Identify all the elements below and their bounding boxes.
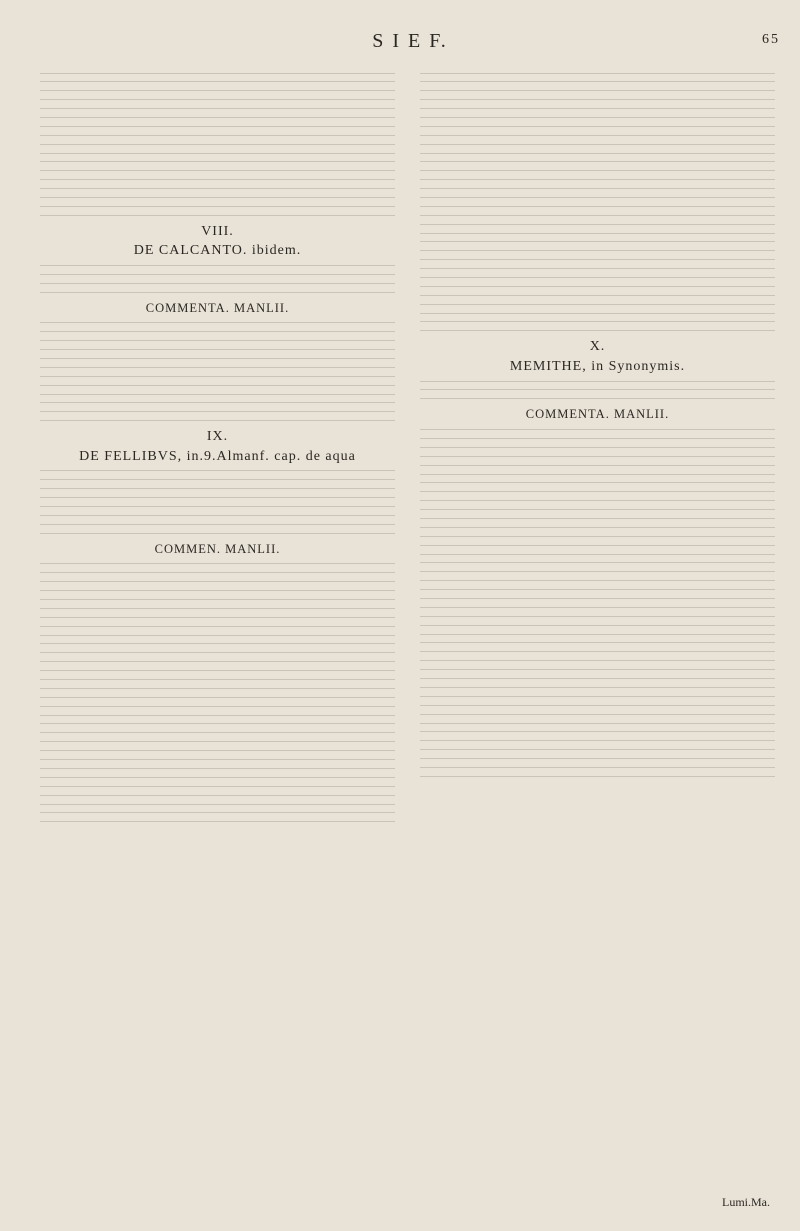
catchword: Lumi.Ma. [722, 1195, 770, 1209]
section-number: IX. [206, 429, 229, 445]
running-title: S I E F. [372, 30, 448, 52]
untranscribed-text-block [40, 73, 395, 216]
commentary-heading: COMMENTA. MANLII. [145, 300, 290, 315]
section-number: X. [589, 339, 606, 355]
untranscribed-text-block [420, 381, 775, 400]
section-title: DE FELLIBVS, in.9.Almanf. cap. de aqua [79, 448, 356, 464]
untranscribed-text-block [40, 563, 395, 822]
left-column [40, 66, 395, 1210]
page [40, 30, 780, 1210]
section-title: DE CALCANTO. ibidem. [133, 243, 302, 259]
untranscribed-text-block [420, 429, 775, 777]
untranscribed-text-block [40, 322, 395, 421]
commentary-heading: COMMENTA. MANLII. [525, 407, 670, 422]
commentary-heading: COMMEN. MANLII. [154, 541, 281, 556]
running-head [40, 30, 780, 60]
right-column [420, 66, 775, 1210]
folio-number: 65 [762, 32, 780, 47]
untranscribed-text-block [420, 73, 775, 332]
untranscribed-text-block [40, 265, 395, 293]
section-title: MEMITHE, in Synonymis. [509, 358, 686, 374]
section-number: VIII. [201, 223, 234, 239]
untranscribed-text-block [40, 470, 395, 533]
